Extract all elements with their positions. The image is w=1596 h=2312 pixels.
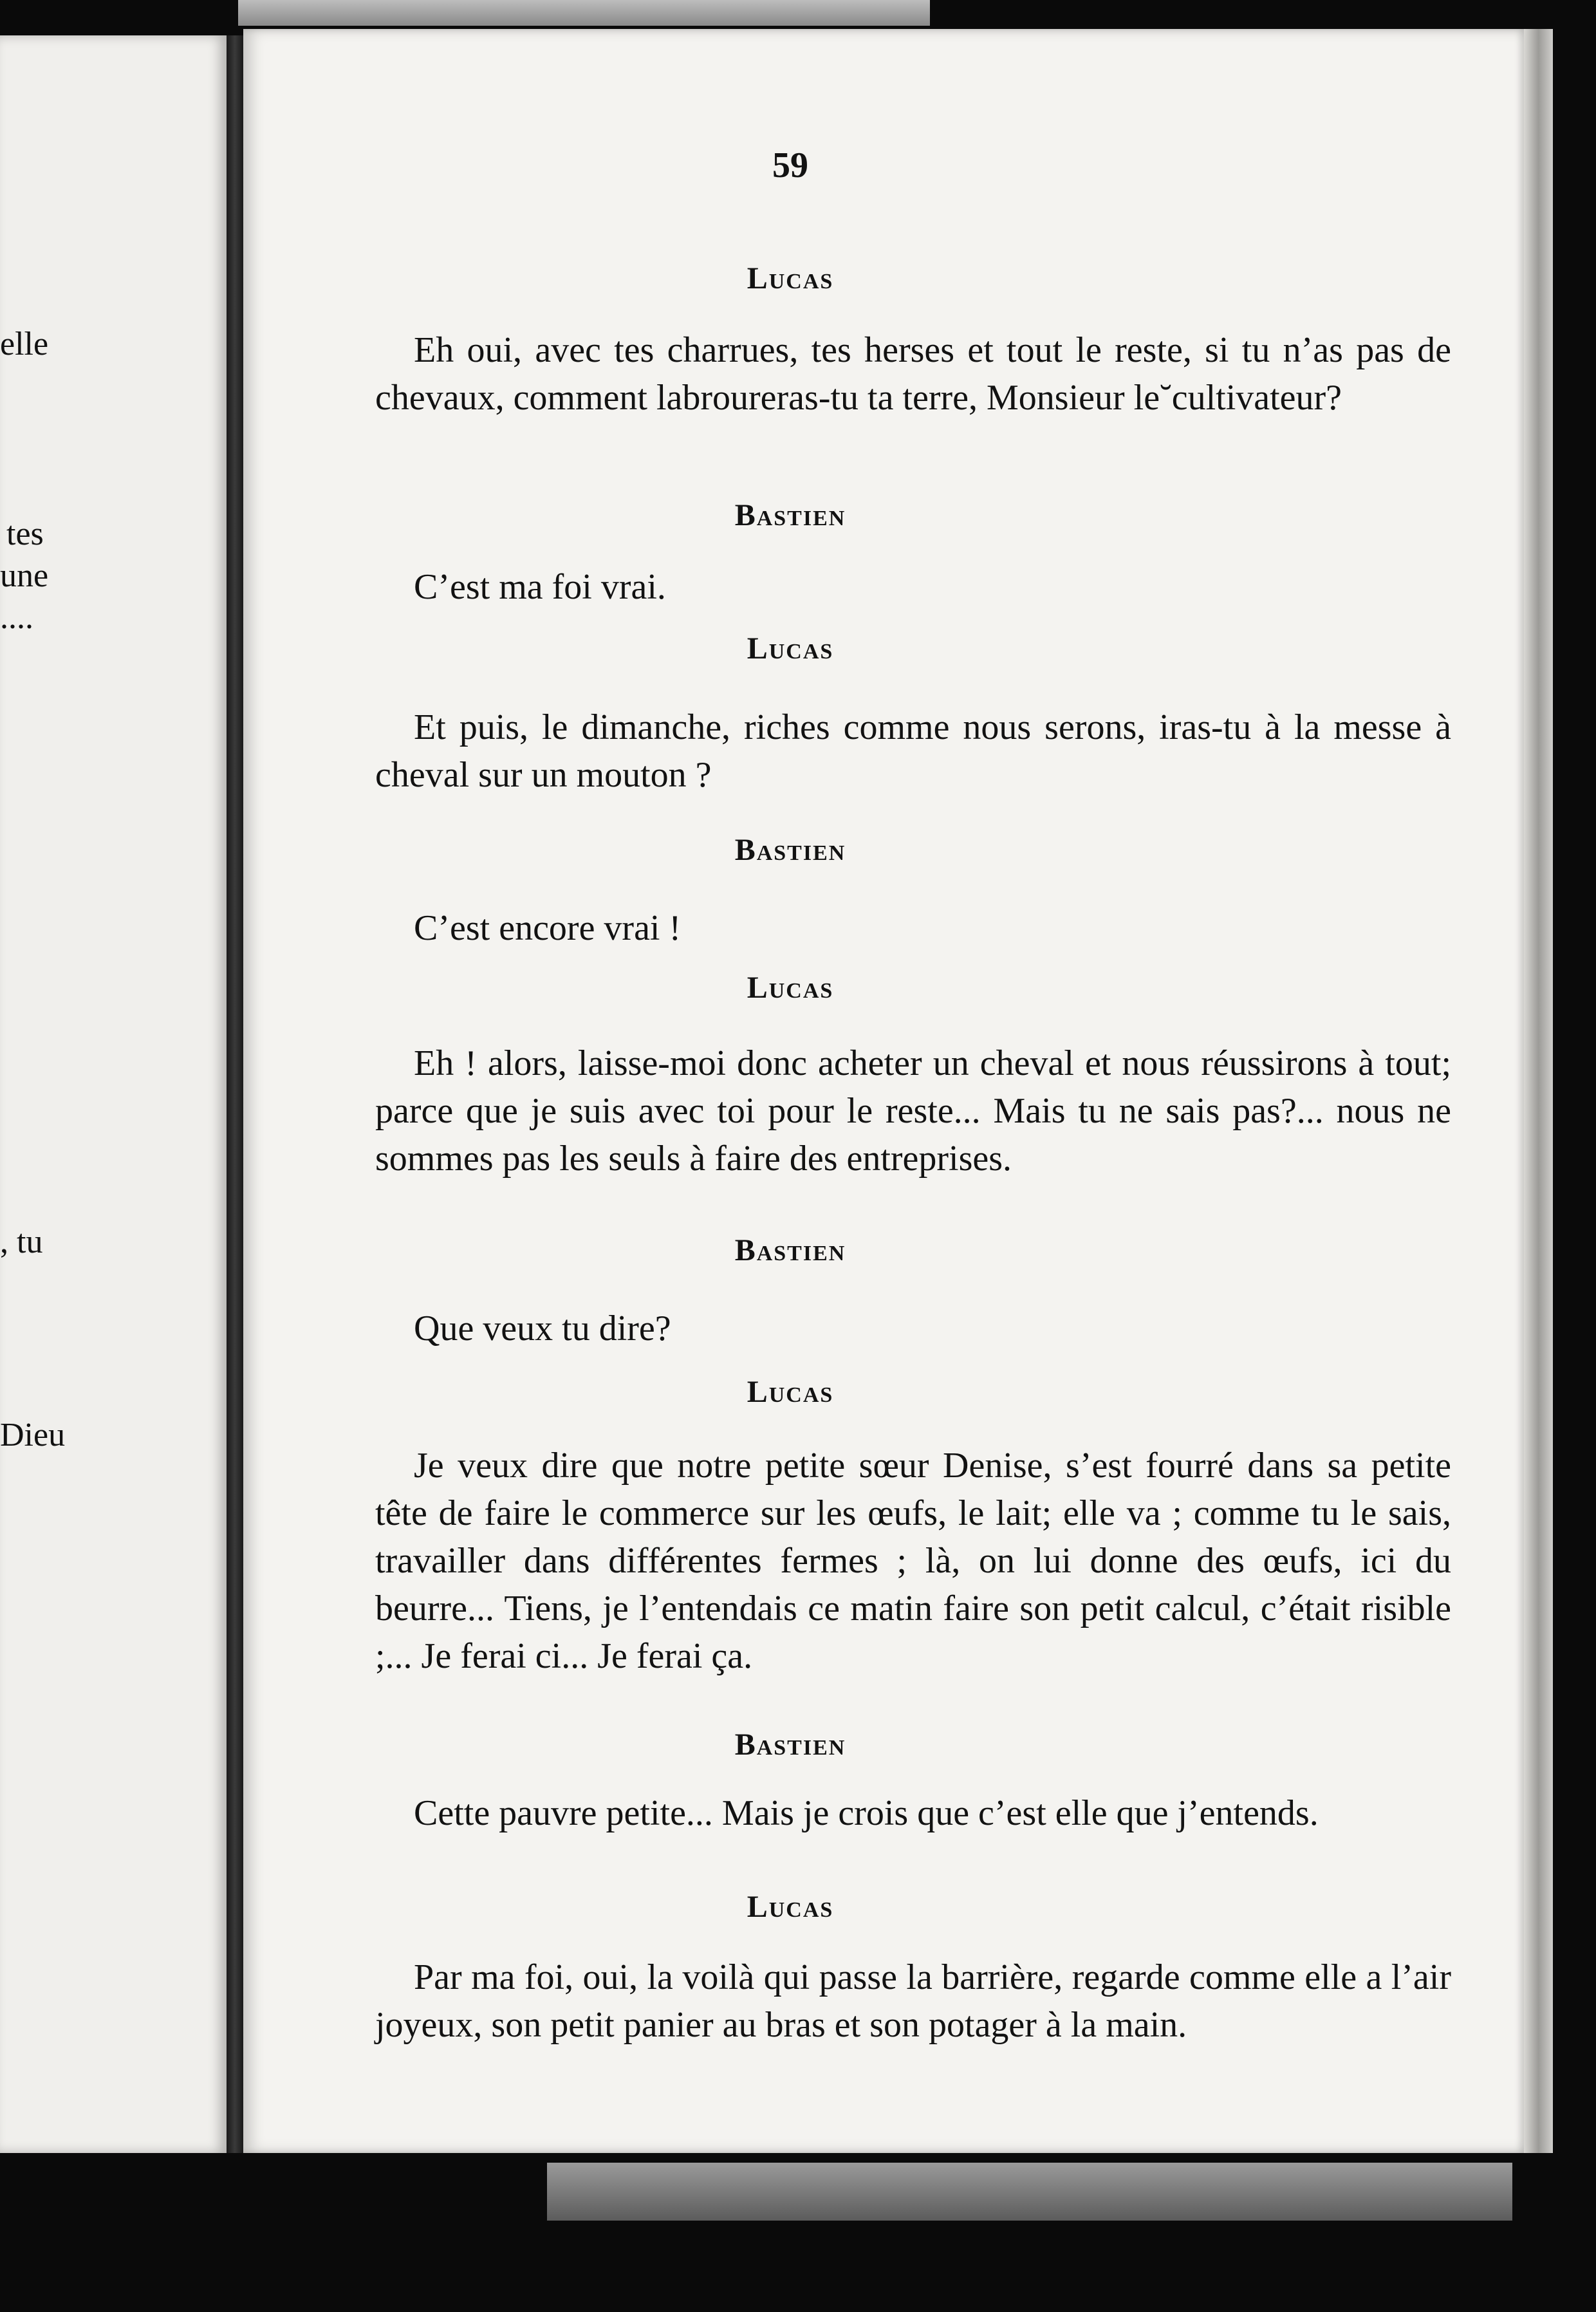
speaker-name: Bastien — [734, 498, 846, 532]
speech-text: C’est ma foi vrai. — [414, 567, 666, 607]
speaker-name: Bastien — [734, 1728, 846, 1762]
dialogue-block — [375, 1727, 1451, 1762]
dialogue-block — [375, 1039, 1451, 1182]
page-59 — [243, 29, 1524, 2153]
speech-text: Eh ! alors, laisse-moi donc acheter un cheval et nous réussirons à tout; parce que je suis avec toi pour le reste... Mais tu ne sais pas?... nous ne sommes pas les seuls à faire des entreprises. — [375, 1043, 1451, 1179]
speaker-name: Lucas — [747, 631, 834, 666]
left-page-fragment: tes — [6, 516, 44, 552]
speech-text: C’est encore vrai ! — [414, 908, 682, 948]
page-number: 59 — [772, 145, 808, 185]
dialogue-block — [375, 1442, 1451, 1680]
speaker-name: Lucas — [747, 971, 834, 1005]
speech-text: Eh oui, avec tes charrues, tes herses et tout le reste, si tu n’as pas de chevaux, comment labroureras-tu ta terre, Monsieur le˘cultivateur? — [375, 330, 1451, 418]
left-page-fragment: Dieu — [0, 1417, 66, 1453]
dialogue-block — [375, 904, 1451, 952]
speech-text: Cette pauvre petite... Mais je crois que c’est elle que j’entends. — [414, 1793, 1319, 1833]
sheet-edge-bottom — [547, 2163, 1512, 2221]
left-page-fragment: .... — [0, 599, 33, 636]
speech-text: Et puis, le dimanche, riches comme nous serons, iras-tu à la messe à cheval sur un mouton ? — [375, 707, 1451, 795]
sheet-edge-top — [238, 0, 930, 26]
previous-page — [0, 35, 227, 2153]
left-page-fragment: elle — [0, 326, 49, 362]
left-page-fragment: , tu — [0, 1224, 43, 1260]
book-gutter — [227, 35, 243, 2153]
speech-text: Que veux tu dire? — [414, 1309, 671, 1348]
speaker-name: Bastien — [734, 1233, 846, 1267]
dialogue-block — [375, 326, 1451, 422]
speech-text: Par ma foi, oui, la voilà qui passe la barrière, regarde comme elle a l’air joyeux, son petit panier au bras et son potager à la main. — [375, 1957, 1451, 2045]
page-edge-right — [1524, 29, 1553, 2153]
speaker-name: Lucas — [747, 1375, 834, 1409]
speaker-name: Lucas — [747, 1890, 834, 1924]
speaker-name: Bastien — [734, 833, 846, 867]
dialogue-block — [375, 563, 1451, 611]
dialogue-block — [375, 631, 1451, 666]
dialogue-block — [375, 1305, 1451, 1352]
dialogue-block — [375, 970, 1451, 1005]
dialogue-block — [375, 498, 1451, 533]
dialogue-block — [375, 704, 1451, 799]
dialogue-block — [375, 1789, 1451, 1837]
dialogue-block — [375, 1233, 1451, 1268]
dialogue-block — [375, 832, 1451, 868]
dialogue-block — [375, 261, 1451, 296]
dialogue-block — [375, 1953, 1451, 2049]
dialogue-block — [375, 1889, 1451, 1925]
speaker-name: Lucas — [747, 261, 834, 295]
left-page-fragment: une — [0, 557, 49, 594]
speech-text: Je veux dire que notre petite sœur Denise, s’est fourré dans sa petite tête de faire le commerce sur les œufs, le lait; elle va ; comme tu le sais, travailler dans différentes fermes ; là, on lui donne des œufs, ici du beurre... Tiens, je l’entendais ce matin faire son petit calcul, c’était risible ;... Je ferai ci... Je ferai ça. — [375, 1446, 1451, 1676]
dialogue-block — [375, 1374, 1451, 1410]
